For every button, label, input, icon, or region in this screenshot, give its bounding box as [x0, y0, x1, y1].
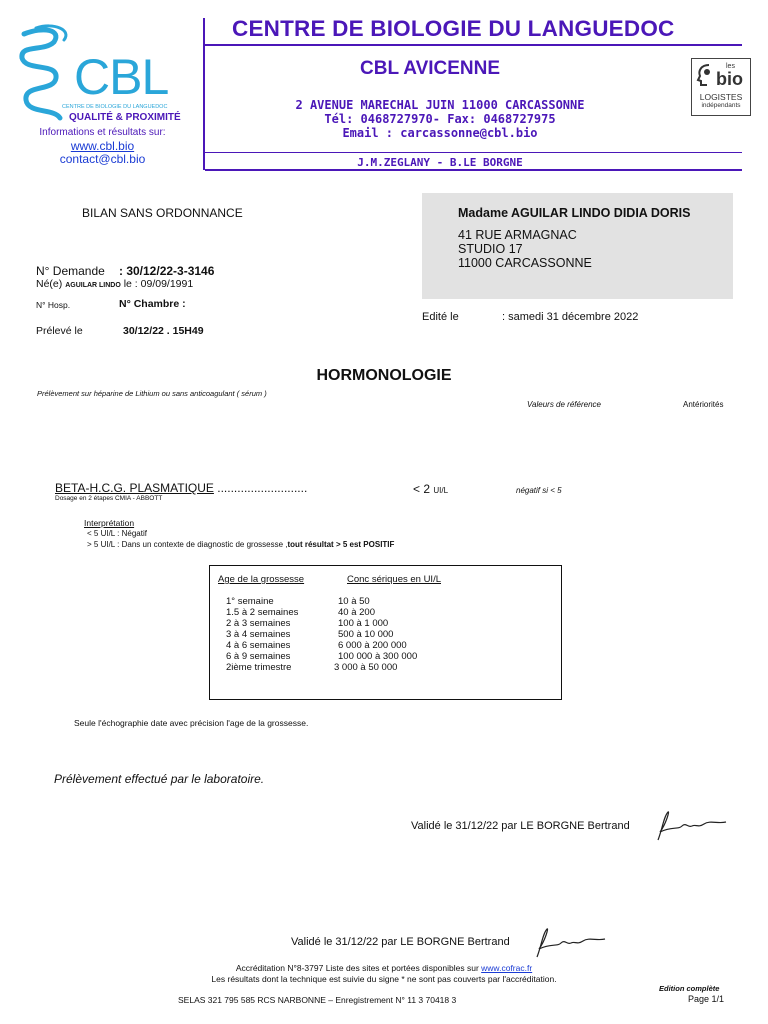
lab-subtitle: CBL AVICENNE	[360, 58, 501, 79]
echo-note: Seule l'échographie date avec précision l'age de la grossesse.	[74, 718, 309, 728]
birth-label: Né(e)	[36, 278, 63, 290]
cbl-logo-tagline: CENTRE DE BIOLOGIE DU LANGUEDOC	[62, 104, 168, 110]
table-row-age: 2ième trimestre	[226, 662, 292, 673]
table-row-age: 2 à 3 semaines	[226, 618, 291, 629]
cbl-logo-quality: QUALITÉ & PROXIMITÉ	[69, 112, 181, 123]
result-value: < 2	[413, 482, 431, 496]
result-unit: UI/L	[433, 486, 449, 495]
interpretation-line2-b: tout résultat > 5 est POSITIF	[287, 540, 395, 549]
table-row-conc: 10 à 50	[338, 596, 370, 607]
header-divider-mid	[205, 152, 742, 153]
edite-value: : samedi 31 décembre 2022	[502, 311, 639, 323]
pregnancy-table	[209, 565, 562, 700]
preleve-label: Prélevé le	[36, 325, 83, 337]
bio-logo-logistes: LOGISTES	[699, 92, 743, 102]
lab-email: Email : carcassonne@cbl.bio	[342, 126, 538, 140]
patient-address-line2: STUDIO 17	[458, 242, 523, 256]
prelevement-note: Prélèvement effectué par le laboratoire.	[54, 772, 265, 786]
table-row-conc: 500 à 10 000	[338, 629, 394, 640]
selas-line: SELAS 321 795 585 RCS NARBONNE – Enregistrement N° 11 3 70418 3	[178, 995, 457, 1005]
chambre-label: N° Chambre :	[119, 298, 186, 310]
birth-name: AGUILAR LINDO	[65, 282, 121, 289]
result-value-line	[413, 482, 448, 496]
biologistes-logo	[691, 58, 751, 116]
header-divider-top	[205, 44, 742, 46]
result-method: Dosage en 2 étapes CMIA - ABBOTT	[55, 495, 163, 502]
bilan-label: BILAN SANS ORDONNANCE	[82, 206, 243, 220]
anteriorites-header: Antériorités	[683, 400, 724, 409]
table-row-conc: 100 000 à 300 000	[338, 651, 418, 662]
bio-logo-bio: bio	[716, 69, 743, 89]
demande-value: : 30/12/22-3-3146	[119, 264, 215, 278]
patient-address-line3: 11000 CARCASSONNE	[458, 256, 592, 270]
lab-phone: Tél: 0468727970- Fax: 0468727975	[324, 112, 556, 126]
table-header-conc: Conc sériques en UI/L	[347, 574, 441, 585]
table-row-age: 1.5 à 2 semaines	[226, 607, 299, 618]
bio-logo-les: les	[726, 63, 735, 70]
interpretation-title: Interprétation	[84, 518, 135, 528]
face-profile-icon	[695, 63, 717, 87]
contact-email[interactable]: contact@cbl.bio	[59, 152, 146, 166]
edition-label: Edition complète	[659, 984, 720, 993]
validation-line-2: Validé le 31/12/22 par LE BORGNE Bertrand	[291, 936, 510, 948]
website-link[interactable]: www.cbl.bio	[70, 139, 135, 153]
accreditation-line	[0, 963, 768, 973]
cofrac-link[interactable]: www.cofrac.fr	[481, 963, 533, 973]
result-reference: négatif si < 5	[516, 486, 562, 495]
interpretation-line1: < 5 UI/L : Négatif	[87, 529, 147, 538]
cbl-logo	[14, 22, 199, 126]
validation-line-1: Validé le 31/12/22 par LE BORGNE Bertrand	[411, 820, 630, 832]
bio-logo-independants: indépendants	[701, 102, 741, 109]
birth-date: le : 09/09/1991	[123, 278, 194, 290]
hosp-label: N° Hosp.	[36, 300, 71, 310]
lab-doctors: J.M.ZEGLANY - B.LE BORGNE	[357, 156, 523, 169]
table-row-conc: 100 à 1 000	[338, 618, 389, 629]
birth-line	[36, 278, 193, 290]
interpretation-line2-a: > 5 UI/L : Dans un contexte de diagnostic de grossesse ,	[87, 540, 288, 549]
table-row-age: 6 à 9 semaines	[226, 651, 291, 662]
info-label: Informations et résultats sur:	[39, 127, 166, 138]
table-row-conc: 6 000 à 200 000	[338, 640, 407, 651]
header-divider-vertical	[203, 18, 205, 170]
page-number: Page 1/1	[688, 994, 725, 1004]
table-row-age: 1° semaine	[226, 596, 274, 607]
patient-box	[422, 193, 733, 299]
sample-note: Prélèvement sur héparine de Lithium ou sans anticoagulant ( sérum )	[37, 389, 267, 398]
edite-label: Edité le	[422, 311, 459, 323]
result-dots: ...........................	[217, 481, 308, 495]
table-row-conc: 40 à 200	[338, 607, 375, 618]
accreditation-text: Accréditation N°8-3797 Liste des sites et portées disponibles sur	[235, 963, 479, 973]
preleve-value: 30/12/22 . 15H49	[123, 325, 204, 337]
section-title: HORMONOLOGIE	[316, 367, 452, 384]
lab-address: 2 AVENUE MARECHAL JUIN 11000 CARCASSONNE	[295, 98, 585, 112]
signature-1	[652, 806, 730, 846]
patient-name: Madame AGUILAR LINDO DIDIA DORIS	[458, 206, 691, 220]
table-row-age: 3 à 4 semaines	[226, 629, 291, 640]
accreditation-note: Les résultats dont la technique est suivie du signe * ne sont pas couverts par l'accréditation.	[211, 974, 557, 984]
lab-title: CENTRE DE BIOLOGIE DU LANGUEDOC	[232, 16, 675, 41]
cbl-logo-text: CBL	[74, 49, 169, 105]
ref-header: Valeurs de référence	[527, 400, 601, 409]
table-row-conc: 3 000 à 50 000	[334, 662, 398, 673]
demande-label: N° Demande	[36, 264, 105, 278]
result-test-line	[55, 481, 307, 495]
result-test-name: BETA-H.C.G. PLASMATIQUE	[55, 481, 214, 495]
header-divider-bottom	[205, 169, 742, 171]
table-header-age: Age de la grossesse	[218, 574, 305, 585]
patient-address-line1: 41 RUE ARMAGNAC	[458, 228, 577, 242]
signature-2	[531, 923, 609, 963]
table-row-age: 4 à 6 semaines	[226, 640, 291, 651]
interpretation-line2	[87, 540, 394, 549]
